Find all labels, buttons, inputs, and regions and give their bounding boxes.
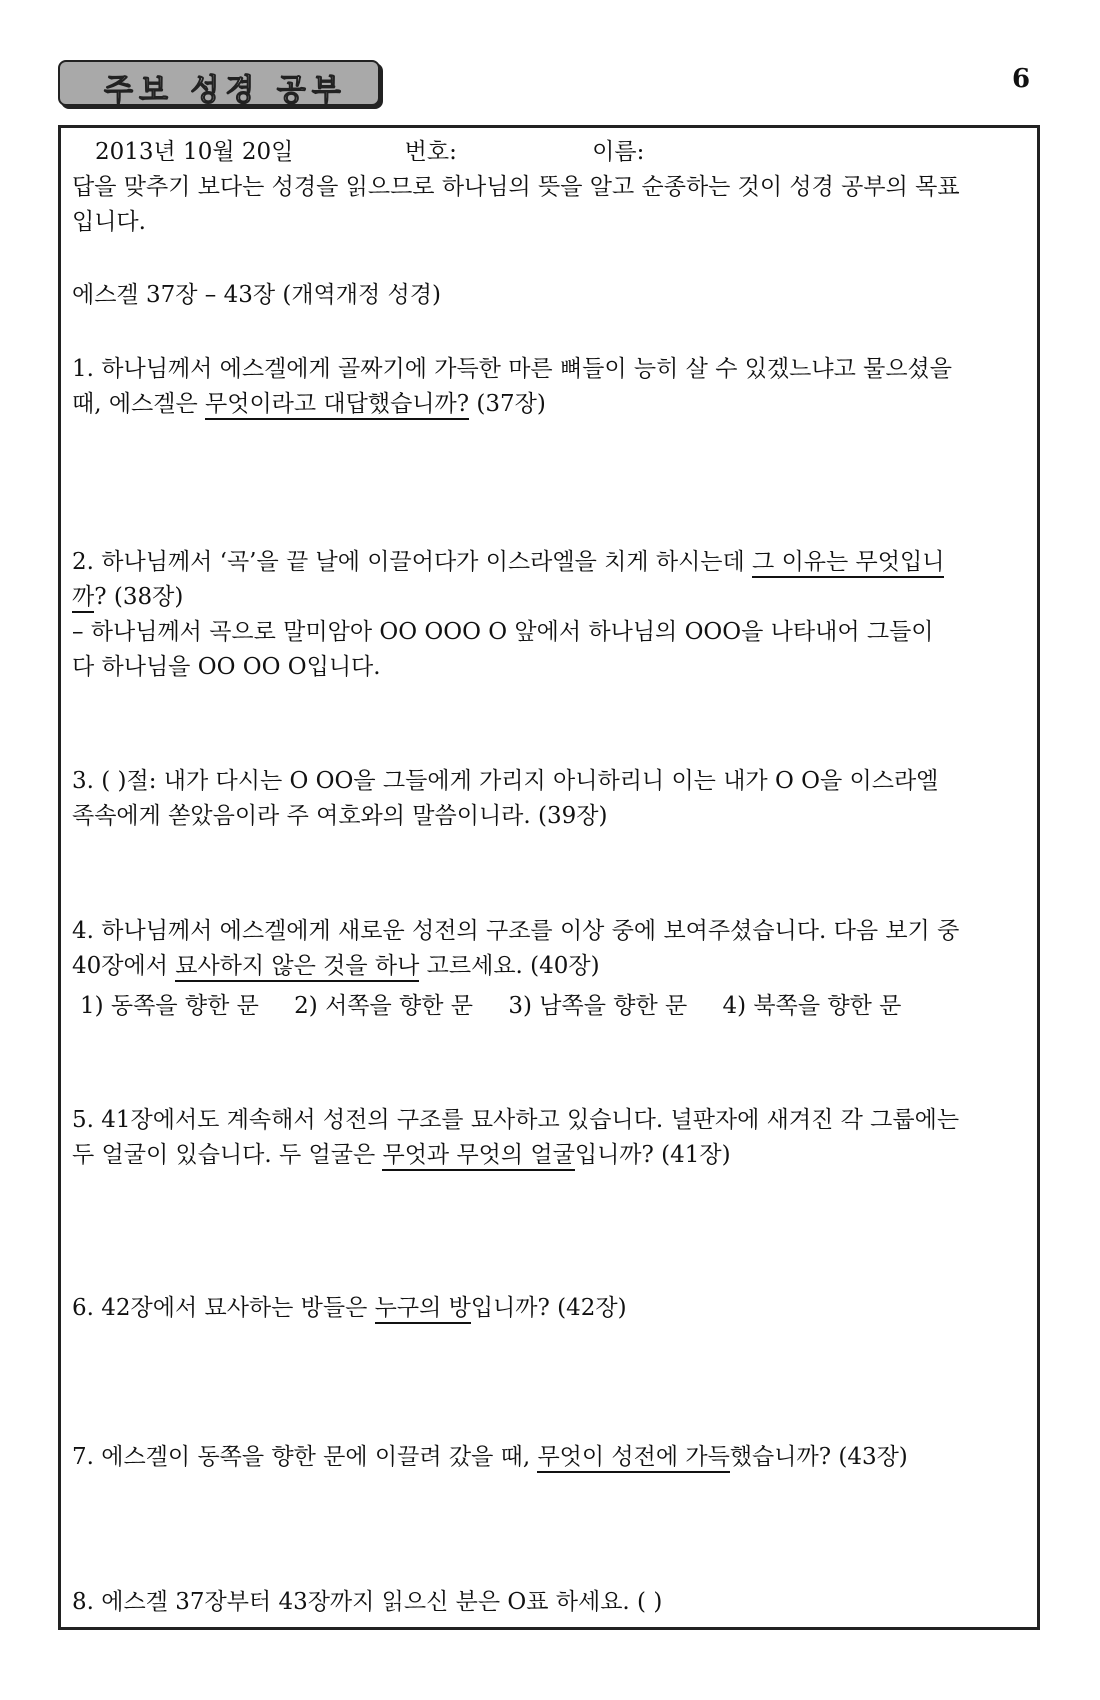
q1-line-2 (72, 389, 546, 419)
q2-text: 2. 하나님께서 ‘곡’을 끝 날에 이끌어다가 이스라엘을 치게 하시는데 (72, 549, 753, 575)
q4-option-4: 4) 북쪽을 향한 문 (722, 993, 902, 1019)
q1-text: 때, 에스겔은 (72, 391, 206, 417)
q4-line-1: 4. 하나님께서 에스겔에게 새로운 성전의 구조를 이상 중에 보여주셨습니다. 다음 보기 중 (72, 918, 960, 944)
q4-option-2: 2) 서쪽을 향한 문 (294, 993, 474, 1019)
q4-key-phrase: 묘사하지 않은 것을 하나 (175, 953, 419, 982)
q6-key-phrase: 누구의 방 (375, 1295, 471, 1324)
q4-option-1: 1) 동쪽을 향한 문 (80, 993, 259, 1019)
q7-line-1 (72, 1442, 908, 1472)
page-title: 주보 성경 공부 (104, 73, 347, 108)
intro-line-2: 입니다. (72, 209, 146, 235)
q2-line-3: – 하나님께서 곡으로 말미암아 OO OOO O 앞에서 하나님의 OOO을 나타내어 그들이 (72, 619, 934, 645)
q1-key-phrase: 무엇이라고 대답했습니까? (205, 391, 469, 420)
q2-chapter: ? (38장) (94, 584, 184, 610)
q6-text: 6. 42장에서 묘사하는 방들은 (72, 1295, 375, 1321)
passage-range: 에스겔 37장 – 43장 (개역개정 성경) (72, 282, 441, 308)
q2-key-phrase: 그 이유는 무엇입니 (752, 549, 944, 578)
q5-key-phrase: 무엇과 무엇의 얼굴 (382, 1142, 574, 1171)
q8-line-1: 8. 에스겔 37장부터 43장까지 읽으신 분은 O표 하세요. ( ) (72, 1589, 663, 1615)
number-label: 번호: (404, 139, 457, 165)
q2-line-2 (72, 582, 183, 612)
q4-options (80, 991, 901, 1021)
q5-chapter: 입니까? (41장) (574, 1142, 731, 1168)
worksheet-frame (58, 125, 1040, 1630)
q4-chapter: 고르세요. (40장) (419, 953, 600, 979)
q2-key-phrase-end: 까 (72, 584, 94, 613)
q7-text: 7. 에스겔이 동쪽을 향한 문에 이끌려 갔을 때, (72, 1444, 538, 1470)
name-label: 이름: (592, 139, 645, 165)
q6-chapter: 입니까? (42장) (470, 1295, 627, 1321)
q7-chapter: 했습니까? (43장) (729, 1444, 908, 1470)
q3-line-2: 족속에게 쏟았음이라 주 여호와의 말씀이니라. (39장) (72, 803, 608, 829)
intro-line-1: 답을 맞추기 보다는 성경을 읽으므로 하나님의 뜻을 알고 순종하는 것이 성경 공부의 목표 (72, 174, 960, 200)
q5-line-2 (72, 1140, 731, 1170)
date: 2013년 10월 20일 (95, 139, 294, 165)
q6-line-1 (72, 1293, 627, 1323)
q1-line-1: 1. 하나님께서 에스겔에게 골짜기에 가득한 마른 뼈들이 능히 살 수 있겠느냐고 물으셨을 (72, 356, 952, 382)
page-number: 6 (1012, 64, 1031, 94)
info-line (95, 137, 644, 167)
q7-key-phrase: 무엇이 성전에 가득 (537, 1444, 729, 1473)
q1-chapter: (37장) (469, 391, 546, 417)
q2-line-1 (72, 547, 944, 577)
q4-text: 40장에서 (72, 953, 176, 979)
q3-line-1: 3. ( )절: 내가 다시는 O OO을 그들에게 가리지 아니하리니 이는 내가 O O을 이스라엘 (72, 768, 939, 794)
q5-line-1: 5. 41장에서도 계속해서 성전의 구조를 묘사하고 있습니다. 널판자에 새겨진 각 그룹에는 (72, 1107, 960, 1133)
title-banner (58, 60, 380, 106)
q2-line-4: 다 하나님을 OO OO O입니다. (72, 654, 381, 680)
q4-line-2 (72, 951, 600, 981)
q5-text: 두 얼굴이 있습니다. 두 얼굴은 (72, 1142, 383, 1168)
q4-option-3: 3) 남쪽을 향한 문 (508, 993, 688, 1019)
